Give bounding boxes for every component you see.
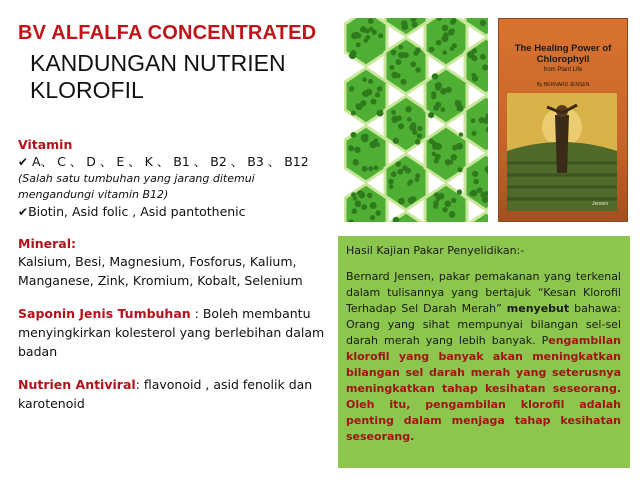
antiviral-paragraph bbox=[18, 375, 338, 394]
chloroplast bbox=[473, 179, 479, 185]
chloroplast bbox=[480, 54, 486, 60]
chloroplast bbox=[469, 191, 473, 195]
plant-cell bbox=[385, 96, 427, 152]
chloroplast bbox=[368, 166, 373, 171]
chloroplast bbox=[377, 86, 383, 92]
chloroplast bbox=[451, 18, 457, 23]
chloroplast bbox=[480, 20, 486, 26]
chloroplast bbox=[370, 99, 376, 105]
saponin-text-line1: : Boleh membantu bbox=[190, 306, 311, 321]
chloroplast bbox=[442, 207, 447, 212]
chloroplast bbox=[449, 160, 453, 164]
checkmark-icon: ✔ bbox=[18, 205, 29, 219]
chloroplast bbox=[351, 192, 356, 197]
saponin-paragraph bbox=[18, 304, 338, 323]
chloroplast bbox=[435, 102, 441, 108]
chloroplast bbox=[432, 152, 436, 156]
chloroplast bbox=[457, 189, 462, 194]
chloroplast bbox=[434, 192, 439, 197]
chloroplast bbox=[471, 131, 476, 136]
antiviral-text-line2: karotenoid bbox=[18, 396, 85, 411]
vitamin-list: A、 C 、 D 、 E 、 K 、 B1 、 B2 、 B3 、 B12 bbox=[32, 154, 309, 169]
mineral-line2: Manganese, Zink, Kromium, Kobalt, Selenium bbox=[18, 273, 303, 288]
chloroplast bbox=[405, 168, 411, 174]
book-cover-image bbox=[498, 18, 628, 222]
chloroplast bbox=[450, 154, 457, 161]
chloroplast bbox=[362, 166, 368, 172]
chloroplast bbox=[356, 103, 363, 110]
chloroplast bbox=[412, 22, 418, 28]
chloroplast bbox=[355, 201, 362, 208]
chloroplast bbox=[451, 198, 456, 203]
chloroplast bbox=[446, 87, 452, 93]
chloroplast bbox=[371, 29, 376, 34]
chloroplast bbox=[417, 133, 423, 139]
brand-title: BV ALFALFA CONCENTRATED bbox=[18, 22, 317, 44]
chlorophyll-cells-image bbox=[344, 18, 488, 222]
chloroplast bbox=[410, 61, 416, 67]
chloroplast bbox=[349, 86, 354, 91]
research-box bbox=[338, 236, 630, 468]
chloroplast bbox=[397, 169, 403, 175]
chloroplast bbox=[472, 171, 478, 177]
chloroplast bbox=[468, 52, 475, 59]
chloroplast bbox=[370, 202, 377, 209]
checkmark-icon: ✔ bbox=[18, 155, 29, 169]
book-author: By BERNARD JENSEN bbox=[536, 82, 590, 88]
chloroplast bbox=[391, 171, 397, 177]
chloroplast bbox=[361, 204, 367, 210]
chloroplast bbox=[410, 122, 416, 128]
chloroplast bbox=[459, 132, 463, 136]
chloroplast bbox=[375, 210, 381, 216]
page-title-line1: KANDUNGAN NUTRIEN bbox=[30, 50, 286, 76]
book-subtitle: from Plant Life bbox=[543, 67, 583, 73]
chloroplast bbox=[391, 50, 397, 56]
chloroplast bbox=[451, 29, 455, 33]
chloroplast bbox=[428, 112, 434, 118]
antiviral-text-line1: : flavonoid , asid fenolik dan bbox=[135, 377, 313, 392]
chloroplast bbox=[376, 142, 380, 146]
chloroplast bbox=[433, 200, 439, 206]
chloroplast bbox=[403, 52, 409, 58]
chloroplast bbox=[441, 107, 446, 112]
research-text-1: Bernard Jensen, pakar pemakanan yang terkenal dalam tulisannya yang bertajuk “Kesan Klorofil Terhadap Sel Darah Merah” bbox=[346, 270, 621, 315]
chloroplast bbox=[389, 184, 394, 189]
chloroplast bbox=[417, 126, 422, 131]
chloroplast bbox=[450, 46, 455, 51]
research-text-2: bahawa: Orang yang sihat mempunyai bilangan sel-sel darah merah yang lebih banyak. P bbox=[346, 302, 621, 347]
chloroplast bbox=[458, 167, 463, 172]
chloroplast bbox=[348, 145, 354, 151]
chloroplast bbox=[435, 143, 442, 150]
saponin-text-line3: badan bbox=[18, 344, 58, 359]
chloroplast bbox=[377, 110, 384, 117]
chloroplast bbox=[354, 147, 360, 153]
saponin-heading: Saponin Jenis Tumbuhan bbox=[18, 306, 191, 321]
chloroplast bbox=[434, 158, 439, 163]
chloroplast bbox=[415, 139, 420, 144]
chloroplast bbox=[452, 145, 457, 150]
chloroplast bbox=[388, 179, 394, 185]
chloroplast bbox=[393, 138, 399, 144]
chloroplast bbox=[472, 76, 478, 82]
chloroplast bbox=[436, 40, 442, 46]
chloroplast bbox=[443, 33, 449, 39]
chloroplast bbox=[357, 190, 363, 196]
chloroplast bbox=[442, 50, 447, 55]
chloroplast bbox=[407, 117, 412, 122]
chloroplast bbox=[405, 106, 411, 112]
chloroplast bbox=[431, 94, 436, 99]
chloroplast bbox=[401, 79, 407, 85]
chloroplast bbox=[352, 159, 358, 165]
chloroplast bbox=[351, 111, 356, 116]
mineral-line1: Kalsium, Besi, Magnesium, Fosforus, Kalium, bbox=[18, 254, 297, 269]
nutrient-list bbox=[18, 136, 338, 413]
chloroplast bbox=[365, 35, 370, 40]
chloroplast bbox=[415, 173, 420, 178]
research-paragraph bbox=[346, 269, 621, 445]
chloroplast bbox=[445, 200, 452, 207]
chloroplast bbox=[374, 165, 379, 170]
vitamin-list-row bbox=[18, 153, 338, 171]
chloroplast bbox=[401, 20, 407, 26]
chloroplast bbox=[362, 91, 367, 96]
chloroplast bbox=[374, 138, 379, 143]
chloroplast bbox=[370, 215, 375, 220]
book-title: The Healing Power of Chlorophyll bbox=[514, 43, 612, 65]
saponin-text-line2: menyingkirkan kolesterol yang berlebihan dalam bbox=[18, 325, 325, 340]
chloroplast bbox=[363, 134, 368, 139]
vitamin-note-line1: (Salah satu tumbuhan yang jarang ditemui bbox=[18, 172, 255, 185]
chloroplast bbox=[412, 130, 417, 135]
chloroplast bbox=[391, 110, 396, 115]
vitamin-others: Biotin, Asid folic , Asid pantothenic bbox=[28, 204, 246, 219]
book-badge: Jensen bbox=[592, 201, 609, 207]
chloroplast bbox=[438, 193, 444, 199]
chloroplast bbox=[482, 64, 488, 70]
book-scene-illustration bbox=[507, 93, 617, 211]
mineral-heading: Mineral: bbox=[18, 236, 76, 251]
research-heading: Hasil Kajian Pakar Penyelidikan:- bbox=[346, 244, 525, 257]
vitamin-heading: Vitamin bbox=[18, 137, 73, 152]
chloroplast bbox=[471, 118, 476, 123]
chloroplast bbox=[455, 100, 459, 104]
chloroplast bbox=[349, 52, 356, 59]
chloroplast bbox=[351, 132, 357, 138]
chloroplast bbox=[356, 42, 361, 47]
chloroplast bbox=[429, 47, 435, 53]
chloroplast bbox=[368, 79, 373, 84]
chloroplast bbox=[365, 29, 370, 34]
chloroplast bbox=[396, 161, 401, 166]
research-text-highlight: engambilan klorofil yang banyak akan meningkatkan bilangan sel darah merah yang seterusnya meningkatkan tahap kesihatan seseorang. Oleh itu, pengambilan klorofil adalah penting dalam menjaga tahap kesihatan seseorang. bbox=[346, 334, 621, 443]
chloroplast bbox=[362, 77, 367, 82]
antiviral-heading: Nutrien Antiviral bbox=[18, 377, 136, 392]
chloroplast bbox=[408, 197, 415, 204]
chloroplast bbox=[391, 72, 398, 79]
chloroplast bbox=[368, 18, 374, 24]
chloroplast bbox=[415, 47, 421, 53]
chloroplast bbox=[432, 73, 438, 79]
vitamin-note-line2: mengandungi vitamin B12) bbox=[18, 188, 169, 201]
chloroplast bbox=[395, 59, 399, 63]
chloroplast bbox=[477, 187, 483, 193]
vitamin-others-row bbox=[18, 203, 338, 221]
chloroplast bbox=[408, 179, 413, 184]
page-title bbox=[30, 50, 330, 104]
chloroplast bbox=[435, 82, 442, 89]
research-text-bold: menyebut bbox=[506, 302, 570, 315]
page-title-line2: KLOROFIL bbox=[30, 77, 144, 103]
chloroplast bbox=[398, 123, 404, 129]
chloroplast bbox=[442, 25, 449, 32]
chloroplast bbox=[399, 45, 404, 50]
chloroplast bbox=[415, 67, 421, 73]
chloroplast bbox=[354, 32, 360, 38]
chloroplast bbox=[367, 193, 373, 199]
chloroplast bbox=[375, 92, 380, 97]
chloroplast bbox=[392, 116, 399, 123]
chloroplast bbox=[449, 214, 454, 219]
chloroplast bbox=[398, 198, 405, 205]
chloroplast bbox=[378, 33, 383, 38]
chloroplast bbox=[389, 65, 394, 70]
chloroplast bbox=[351, 208, 357, 214]
